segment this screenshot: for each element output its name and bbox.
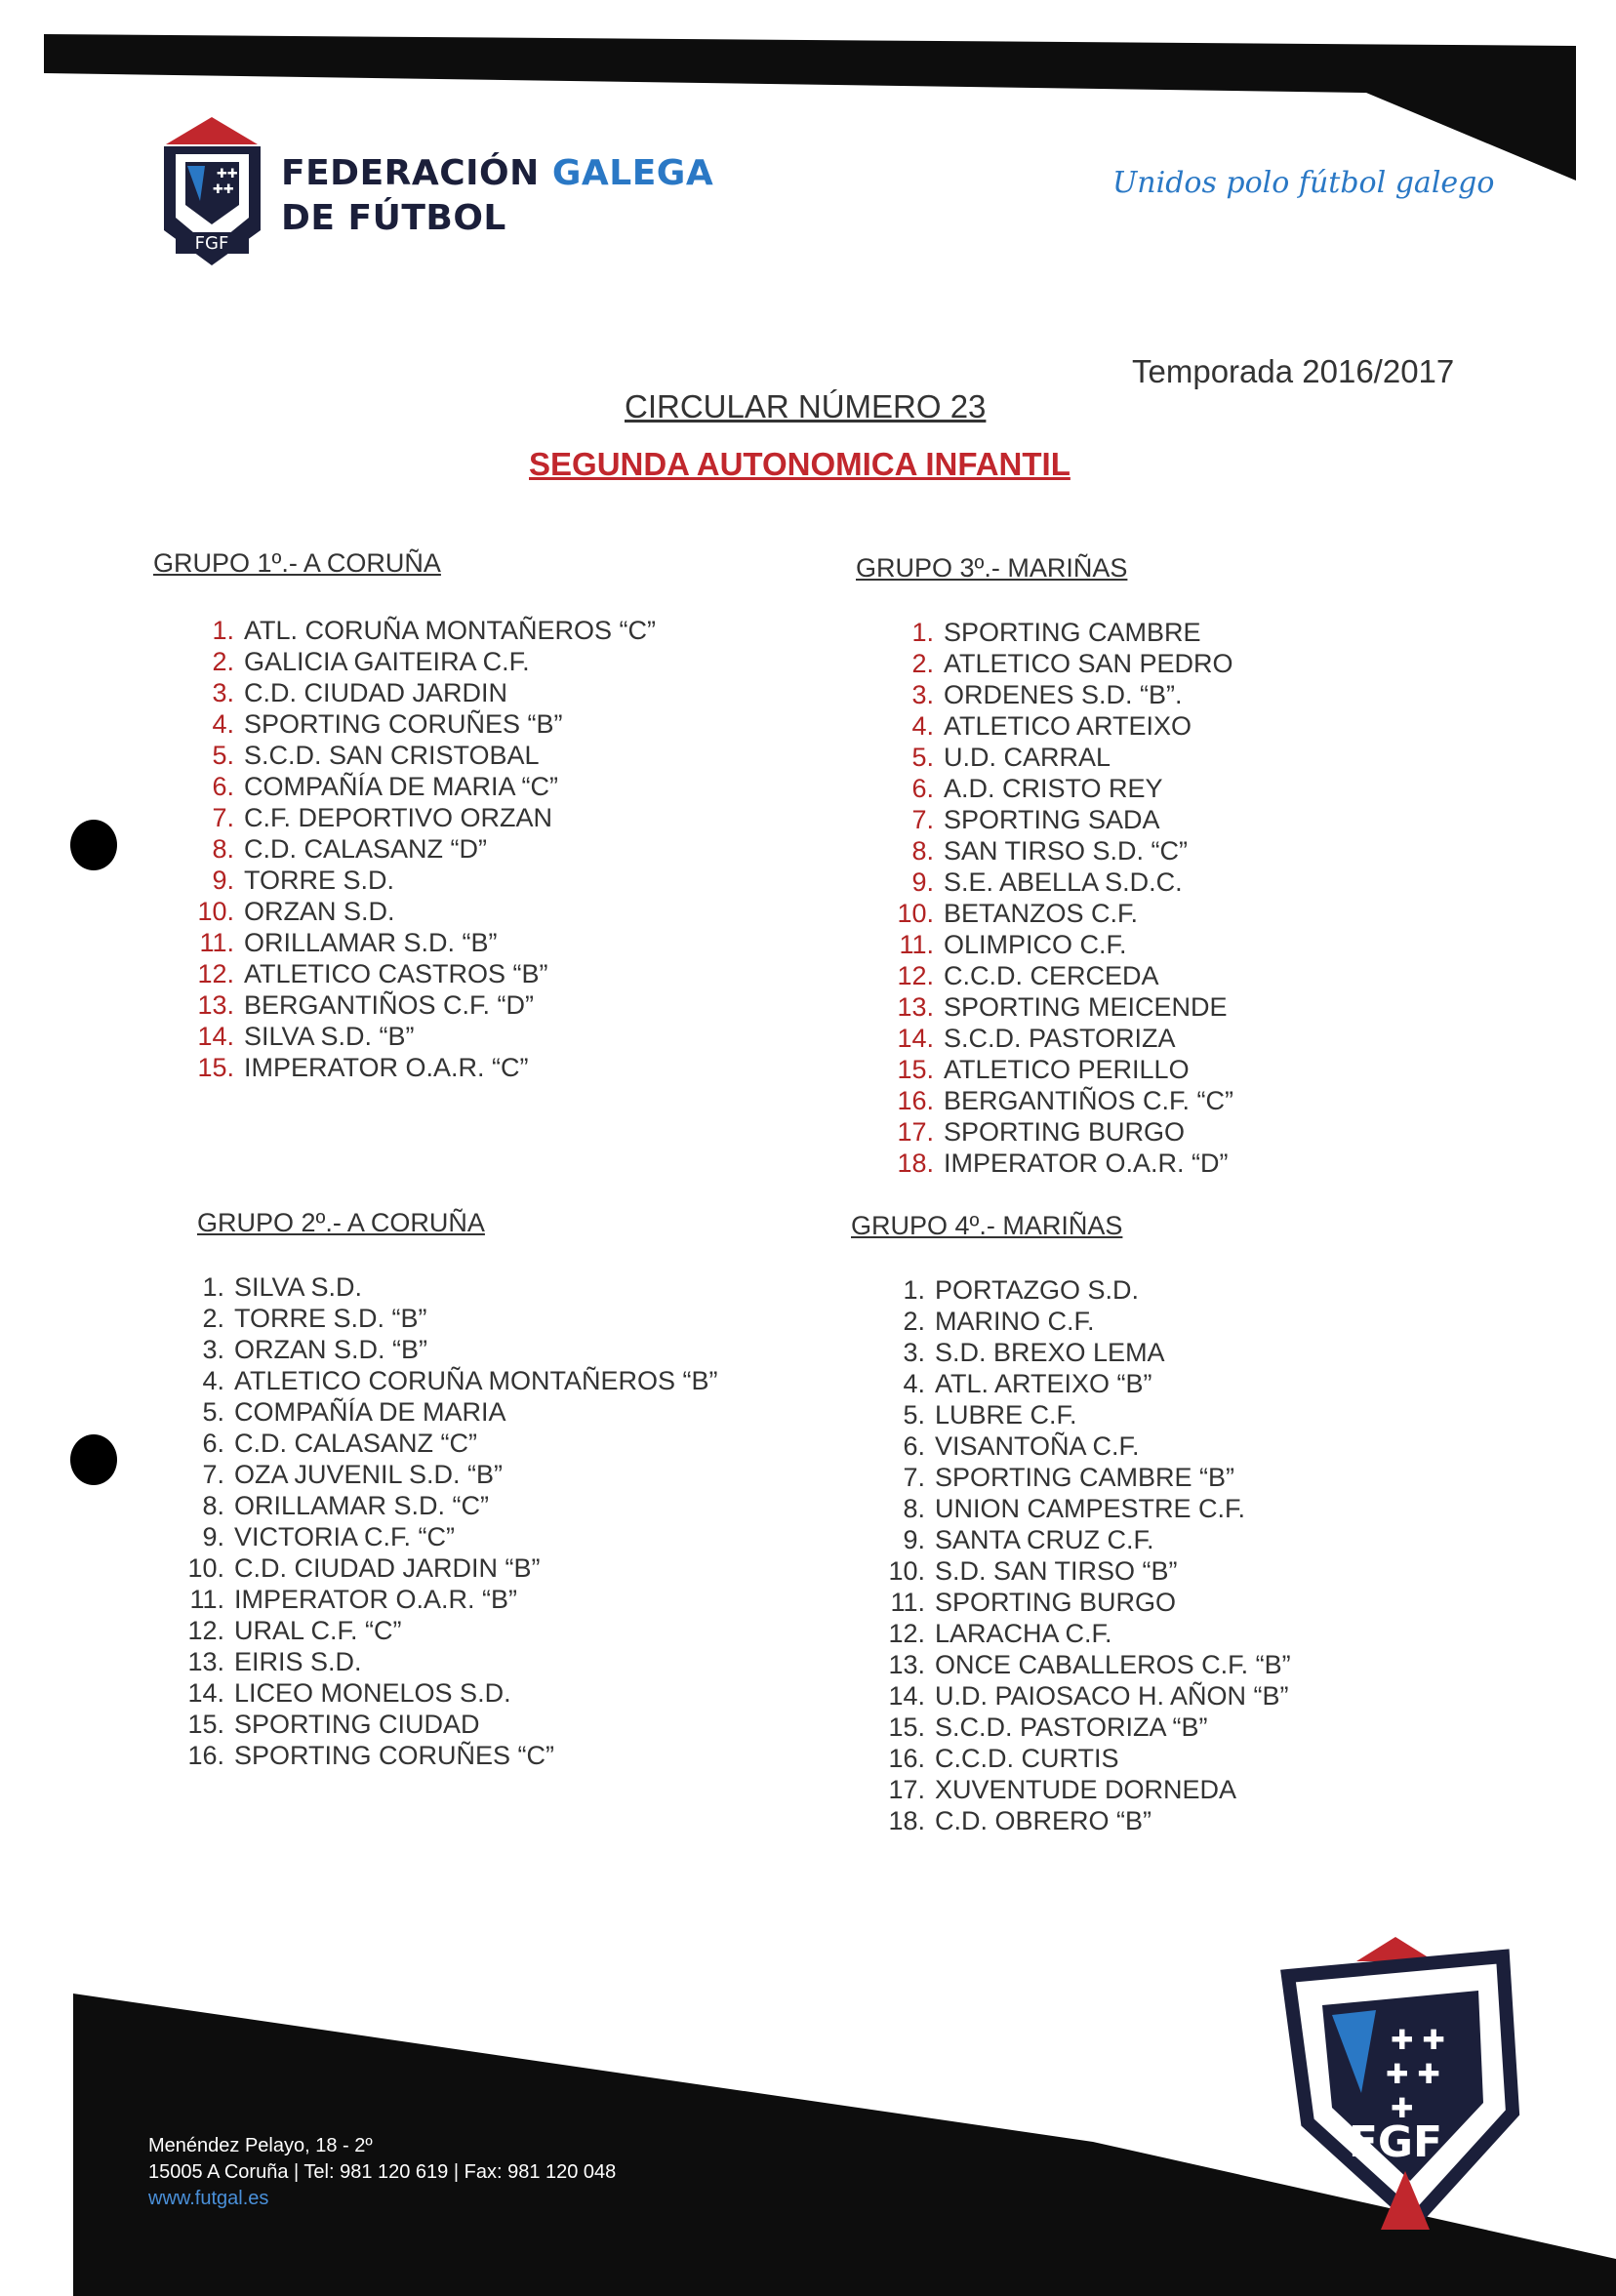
list-item [895,710,1233,742]
team-number: 10. [897,899,934,928]
team-number: 14. [187,1678,224,1708]
list-item [195,865,656,896]
team-name: PORTAZGO S.D. [935,1275,1140,1305]
team-number: 4. [212,709,234,739]
team-number: 2. [903,1307,925,1336]
team-number: 1. [911,618,934,647]
team-number: 7. [212,803,234,832]
list-item [888,1524,1291,1555]
team-name: COMPAÑÍA DE MARIA “C” [244,772,559,801]
group-1 [153,548,657,1082]
list-item [187,1271,718,1303]
team-name: ORZAN S.D. “B” [234,1335,428,1364]
list-item [195,1021,656,1052]
list-item [195,740,656,771]
team-number: 10. [888,1556,925,1586]
team-name: ATL. CORUÑA MONTAÑEROS “C” [244,616,657,645]
team-number: 1. [903,1275,925,1305]
list-item [895,1054,1233,1085]
team-number: 2. [911,649,934,678]
list-item [888,1680,1291,1712]
team-name: SPORTING CORUÑES “C” [234,1741,555,1770]
list-item [888,1368,1291,1399]
team-name: ATL. ARTEIXO “B” [935,1369,1152,1398]
group-3 [856,553,1234,1178]
list-item [888,1493,1291,1524]
list-item [187,1615,718,1646]
team-number: 12. [897,961,934,990]
circular-number: CIRCULAR NÚMERO 23 [625,388,987,424]
season-label: Temporada 2016/2017 [1132,353,1455,389]
list-item [195,1052,656,1083]
list-item [895,991,1233,1023]
team-name: C.D. CIUDAD JARDIN “B” [234,1553,541,1583]
team-number: 12. [187,1616,224,1645]
team-name: C.D. CALASANZ “C” [234,1429,478,1458]
team-number: 5. [903,1400,925,1430]
list-item [888,1587,1291,1618]
team-name: ORZAN S.D. [244,897,395,926]
team-number: 1. [212,616,234,645]
team-name: SANTA CRUZ C.F. [935,1525,1154,1554]
team-number: 10. [197,897,234,926]
team-number: 9. [202,1522,224,1551]
team-number: 9. [903,1525,925,1554]
team-number: 6. [212,772,234,801]
team-name: U.D. CARRAL [944,743,1111,772]
list-item [888,1774,1291,1805]
team-number: 13. [897,992,934,1022]
team-name: C.D. CIUDAD JARDIN [244,678,508,707]
team-number: 2. [202,1304,224,1333]
org-name-line2: DE FÚTBOL [281,198,506,238]
fgf-logo-icon [156,115,268,269]
list-item [895,617,1233,648]
list-item [888,1430,1291,1462]
team-name: IMPERATOR O.A.R. “D” [944,1148,1229,1178]
group-heading: GRUPO 2º.- A CORUÑA [197,1208,485,1237]
list-item [895,1148,1233,1179]
team-name: EIRIS S.D. [234,1647,362,1676]
team-name: A.D. CRISTO REY [944,774,1163,803]
team-number: 18. [897,1148,934,1178]
team-number: 1. [202,1272,224,1302]
organization-name [281,151,713,241]
team-number: 5. [911,743,934,772]
list-item [888,1712,1291,1743]
team-name: ATLETICO CASTROS “B” [244,959,548,988]
team-name: XUVENTUDE DORNEDA [935,1775,1237,1804]
team-name: OZA JUVENIL S.D. “B” [234,1460,504,1489]
list-item [895,835,1233,866]
team-name: COMPAÑÍA DE MARIA [234,1397,506,1427]
list-item [195,927,656,958]
svg-text:✚: ✚ [1391,2092,1414,2124]
team-number: 8. [212,834,234,864]
team-name: SPORTING BURGO [944,1117,1186,1147]
team-name: IMPERATOR O.A.R. “B” [234,1585,518,1614]
team-number: 6. [903,1431,925,1461]
team-name: C.C.D. CERCEDA [944,961,1159,990]
svg-text:✚✚: ✚✚ [217,167,238,181]
team-name: VISANTOÑA C.F. [935,1431,1140,1461]
team-number: 5. [202,1397,224,1427]
list-item [888,1399,1291,1430]
list-item [187,1709,718,1740]
team-number: 3. [911,680,934,709]
team-number: 8. [903,1494,925,1523]
group-heading: GRUPO 3º.- MARIÑAS [856,553,1128,583]
team-number: 13. [187,1647,224,1676]
list-item [187,1646,718,1677]
team-name: SPORTING CAMBRE “B” [935,1463,1235,1492]
list-item [895,648,1233,679]
team-list [895,617,1233,1179]
punch-hole-icon [70,820,117,870]
org-name-part2: GALEGA [551,153,714,193]
list-item [888,1649,1291,1680]
team-number: 14. [197,1022,234,1051]
list-item [187,1396,718,1428]
list-item [187,1365,718,1396]
team-name: ORDENES S.D. “B”. [944,680,1183,709]
list-item [195,771,656,802]
team-name: LUBRE C.F. [935,1400,1077,1430]
team-name: S.C.D. PASTORIZA [944,1024,1176,1053]
team-list [195,615,656,1083]
team-number: 8. [202,1491,224,1520]
team-number: 14. [897,1024,934,1053]
team-name: ATLETICO ARTEIXO [944,711,1192,741]
team-name: C.D. OBRERO “B” [935,1806,1152,1835]
list-item [187,1521,718,1552]
team-name: ATLETICO CORUÑA MONTAÑEROS “B” [234,1366,718,1395]
team-number: 6. [911,774,934,803]
svg-text:✚ ✚: ✚ ✚ [1386,2058,1440,2090]
team-name: SPORTING SADA [944,805,1160,834]
team-name: ATLETICO PERILLO [944,1055,1190,1084]
team-number: 11. [890,1588,925,1617]
team-name: S.C.D. SAN CRISTOBAL [244,741,540,770]
team-name: TORRE S.D. [244,866,395,895]
team-name: SILVA S.D. [234,1272,363,1302]
team-name: LARACHA C.F. [935,1619,1112,1648]
footer-address [148,2133,616,2212]
team-number: 7. [911,805,934,834]
team-name: BETANZOS C.F. [944,899,1139,928]
fgf-emblem-icon [1269,1937,1522,2230]
list-item [187,1677,718,1709]
document-title: SEGUNDA AUTONOMICA INFANTIL [529,446,1071,482]
team-number: 3. [202,1335,224,1364]
team-number: 16. [888,1744,925,1773]
list-item [195,802,656,833]
team-number: 12. [888,1619,925,1648]
team-number: 17. [897,1117,934,1147]
team-list [187,1271,718,1771]
team-name: BERGANTIÑOS C.F. “C” [944,1086,1234,1115]
list-item [895,960,1233,991]
team-number: 13. [197,990,234,1020]
list-item [195,646,656,677]
contact-line: 15005 A Coruña | Tel: 981 120 619 | Fax: 981 120 048 [148,2161,617,2183]
team-name: SPORTING CIUDAD [234,1710,480,1739]
team-name: U.D. PAIOSACO H. AÑON “B” [935,1681,1289,1711]
list-item [187,1740,718,1771]
team-name: ORILLAMAR S.D. “C” [234,1491,490,1520]
website-link[interactable]: www.futgal.es [148,2188,269,2209]
team-number: 17. [888,1775,925,1804]
team-number: 9. [212,866,234,895]
team-number: 18. [888,1806,925,1835]
logo-text: FGF [194,233,229,254]
team-list [888,1274,1291,1836]
list-item [195,989,656,1021]
team-name: GALICIA GAITEIRA C.F. [244,647,530,676]
list-item [195,958,656,989]
team-name: SPORTING CAMBRE [944,618,1201,647]
list-item [895,898,1233,929]
team-name: SPORTING BURGO [935,1588,1177,1617]
team-name: ORILLAMAR S.D. “B” [244,928,498,957]
list-item [195,677,656,708]
list-item [187,1428,718,1459]
group-heading: GRUPO 1º.- A CORUÑA [153,548,441,578]
team-number: 4. [202,1366,224,1395]
list-item [187,1584,718,1615]
team-number: 16. [897,1086,934,1115]
list-item [888,1337,1291,1368]
team-name: S.E. ABELLA S.D.C. [944,867,1183,897]
team-number: 3. [212,678,234,707]
list-item [195,708,656,740]
svg-text:✚✚: ✚✚ [213,182,234,197]
team-number: 15. [187,1710,224,1739]
team-number: 15. [888,1712,925,1742]
list-item [895,1023,1233,1054]
list-item [888,1743,1291,1774]
team-name: MARINO C.F. [935,1307,1095,1336]
team-name: SPORTING CORUÑES “B” [244,709,563,739]
team-name: UNION CAMPESTRE C.F. [935,1494,1246,1523]
team-number: 15. [897,1055,934,1084]
team-name: S.C.D. PASTORIZA “B” [935,1712,1208,1742]
list-item [888,1805,1291,1836]
emblem-text: FGF [1348,2117,1443,2167]
team-name: ATLETICO SAN PEDRO [944,649,1233,678]
team-number: 9. [911,867,934,897]
team-number: 8. [911,836,934,866]
list-item [888,1555,1291,1587]
team-number: 5. [212,741,234,770]
team-name: SILVA S.D. “B” [244,1022,415,1051]
team-number: 12. [197,959,234,988]
list-item [895,679,1233,710]
team-name: URAL C.F. “C” [234,1616,402,1645]
list-item [187,1490,718,1521]
team-number: 15. [197,1053,234,1082]
team-number: 16. [187,1741,224,1770]
team-number: 11. [199,928,234,957]
list-item [895,929,1233,960]
team-name: TORRE S.D. “B” [234,1304,427,1333]
list-item [187,1459,718,1490]
team-name: S.D. SAN TIRSO “B” [935,1556,1178,1586]
team-name: C.C.D. CURTIS [935,1744,1119,1773]
team-number: 11. [189,1585,224,1614]
team-name: S.D. BREXO LEMA [935,1338,1165,1367]
team-number: 3. [903,1338,925,1367]
team-name: SAN TIRSO S.D. “C” [944,836,1189,866]
team-name: C.D. CALASANZ “D” [244,834,488,864]
slogan: Unidos polo fútbol galego [1112,166,1495,200]
team-number: 7. [202,1460,224,1489]
list-item [895,742,1233,773]
team-name: C.F. DEPORTIVO ORZAN [244,803,553,832]
team-number: 4. [911,711,934,741]
group-4 [851,1211,1291,1835]
team-name: ONCE CABALLEROS C.F. “B” [935,1650,1291,1679]
team-name: OLIMPICO C.F. [944,930,1127,959]
list-item [888,1618,1291,1649]
list-item [895,866,1233,898]
list-item [195,615,656,646]
list-item [195,896,656,927]
list-item [187,1552,718,1584]
team-number: 6. [202,1429,224,1458]
team-number: 13. [888,1650,925,1679]
team-name: VICTORIA C.F. “C” [234,1522,456,1551]
list-item [195,833,656,865]
group-2 [187,1208,718,1770]
list-item [888,1462,1291,1493]
list-item [895,773,1233,804]
team-name: SPORTING MEICENDE [944,992,1228,1022]
list-item [895,1085,1233,1116]
list-item [888,1306,1291,1337]
team-number: 10. [187,1553,224,1583]
org-name-part1: FEDERACIÓN [281,153,540,193]
list-item [895,804,1233,835]
address-line: Menéndez Pelayo, 18 - 2º [148,2135,373,2156]
list-item [895,1116,1233,1148]
group-heading: GRUPO 4º.- MARIÑAS [851,1211,1123,1240]
list-item [888,1274,1291,1306]
team-number: 4. [903,1369,925,1398]
list-item [187,1303,718,1334]
list-item [187,1334,718,1365]
team-number: 2. [212,647,234,676]
team-number: 14. [888,1681,925,1711]
team-name: LICEO MONELOS S.D. [234,1678,511,1708]
team-name: IMPERATOR O.A.R. “C” [244,1053,529,1082]
punch-hole-icon [70,1434,117,1485]
team-number: 7. [903,1463,925,1492]
svg-text:✚ ✚: ✚ ✚ [1391,2024,1445,2056]
team-name: BERGANTIÑOS C.F. “D” [244,990,535,1020]
team-number: 11. [899,930,934,959]
